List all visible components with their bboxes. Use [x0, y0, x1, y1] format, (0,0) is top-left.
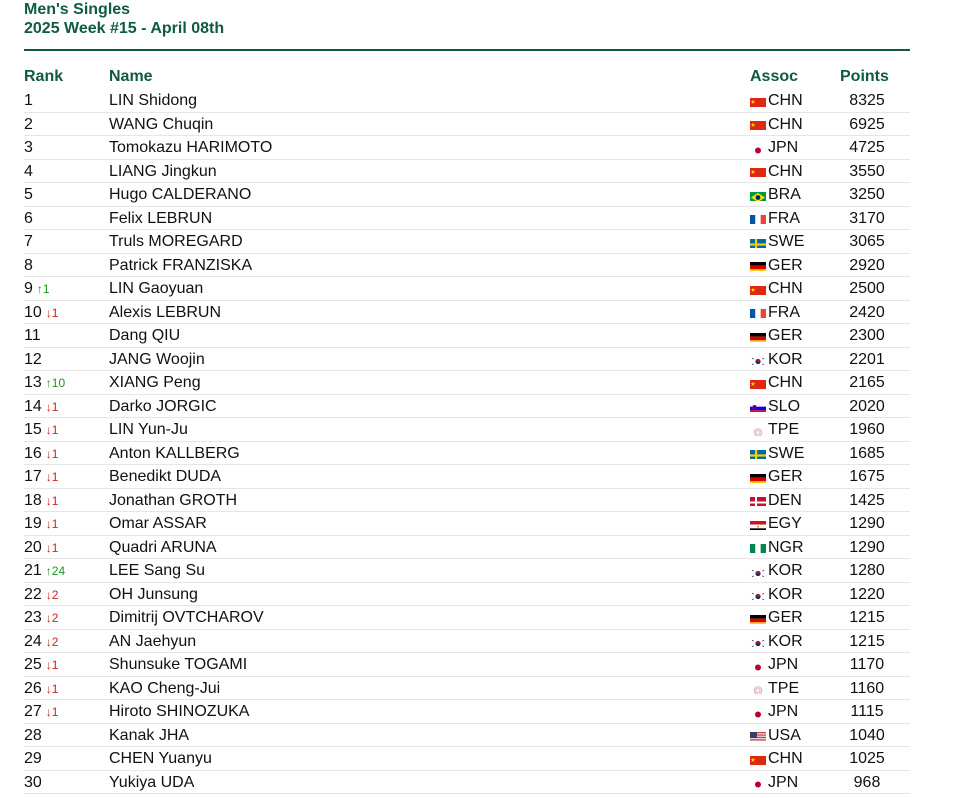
assoc-code: KOR	[768, 350, 803, 368]
rank-cell	[24, 750, 46, 768]
flag-kor-icon	[750, 566, 766, 577]
assoc-cell	[750, 445, 804, 463]
table-row	[24, 747, 910, 771]
rank-value: 14	[24, 397, 42, 415]
assoc-code: FRA	[768, 209, 800, 227]
assoc-code: BRA	[768, 186, 801, 203]
flag-slo-icon	[750, 401, 766, 412]
assoc-cell	[750, 656, 798, 674]
assoc-cell	[750, 280, 803, 298]
player-name[interactable]: Felix LEBRUN	[109, 209, 213, 227]
points-value: 1040	[849, 726, 885, 744]
rank-cell	[24, 116, 37, 134]
rank-cell	[24, 586, 58, 604]
page-subtitle: 2025 Week #15 - April 08th	[24, 20, 225, 37]
player-name[interactable]: Truls MOREGARD	[109, 233, 243, 250]
rank-cell	[24, 445, 58, 463]
assoc-cell	[750, 163, 803, 181]
rank-change: ↓1	[45, 423, 59, 437]
points-value: 1115	[850, 703, 884, 720]
flag-ngr-icon	[750, 542, 766, 553]
points-value: 8325	[849, 92, 885, 109]
assoc-cell	[750, 515, 802, 533]
rank-cell	[24, 186, 37, 204]
flag-kor-icon	[750, 354, 766, 365]
assoc-cell	[750, 233, 804, 251]
flag-ger-icon	[750, 260, 766, 271]
assoc-code: JPN	[768, 139, 799, 156]
player-name[interactable]: Hugo CALDERANO	[109, 186, 252, 203]
table-row	[24, 160, 910, 184]
flag-kor-icon	[750, 589, 766, 600]
column-header-name: Name	[109, 68, 153, 85]
rank-value: 5	[24, 186, 33, 203]
assoc-cell	[750, 774, 798, 792]
table-row	[24, 277, 910, 301]
assoc-cell	[750, 539, 804, 557]
rank-cell	[24, 398, 58, 416]
player-name[interactable]: LIN Shidong	[109, 92, 198, 109]
points-value: 1280	[849, 562, 885, 579]
points-value: 1215	[849, 632, 885, 650]
flag-chn-icon	[750, 284, 766, 295]
player-name[interactable]: LEE Sang Su	[109, 562, 206, 579]
player-name[interactable]: Jonathan GROTH	[109, 491, 238, 509]
assoc-code: JPN	[768, 773, 799, 791]
rank-cell	[24, 163, 37, 181]
rank-cell	[24, 727, 46, 745]
assoc-cell	[750, 139, 798, 157]
rank-value: 27	[24, 703, 42, 720]
assoc-code: SWE	[768, 444, 805, 462]
assoc-code: USA	[768, 726, 801, 744]
rank-value: 21	[24, 562, 42, 579]
rank-value: 29	[24, 750, 42, 767]
flag-chn-icon	[750, 378, 766, 389]
rank-value: 24	[24, 632, 42, 650]
player-name[interactable]: Shunsuke TOGAMI	[109, 656, 248, 673]
player-name[interactable]: Tomokazu HARIMOTO	[109, 139, 273, 156]
assoc-cell	[750, 304, 800, 322]
player-name[interactable]: Dang QIU	[109, 327, 181, 344]
table-row	[24, 536, 910, 560]
points-value: 2920	[849, 256, 885, 274]
points-value: 2500	[849, 280, 885, 297]
rank-value: 20	[24, 538, 42, 556]
flag-fra-icon	[750, 307, 766, 318]
rank-cell	[24, 421, 58, 439]
flag-chn-icon	[750, 166, 766, 177]
rank-change: ↓1	[45, 658, 59, 672]
rank-change: ↓1	[45, 305, 59, 320]
rank-change: ↓1	[45, 399, 59, 414]
points-value: 2020	[849, 397, 885, 415]
points-value: 1960	[849, 421, 885, 438]
player-name[interactable]: Hiroto SHINOZUKA	[109, 703, 250, 720]
table-row	[24, 771, 910, 795]
points-value: 3065	[849, 233, 885, 250]
assoc-cell	[750, 421, 799, 439]
rank-value: 13	[24, 374, 42, 391]
flag-ger-icon	[750, 472, 766, 483]
assoc-code: GER	[768, 256, 803, 274]
assoc-cell	[750, 609, 803, 627]
rank-value: 23	[24, 609, 42, 626]
rank-cell	[24, 656, 58, 674]
flag-chn-icon	[750, 119, 766, 130]
points-value: 1675	[849, 468, 885, 485]
assoc-cell	[750, 727, 801, 745]
table-row	[24, 324, 910, 348]
assoc-code: EGY	[768, 515, 802, 532]
assoc-code: GER	[768, 609, 803, 626]
rank-cell	[24, 774, 46, 792]
rank-value: 22	[24, 585, 42, 603]
column-header-points: Points	[840, 68, 889, 85]
table-row	[24, 207, 910, 231]
flag-bra-icon	[750, 190, 766, 201]
rank-value: 2	[24, 115, 33, 133]
rank-value: 1	[24, 92, 33, 109]
points-value: 1220	[849, 585, 885, 603]
points-value: 4725	[849, 139, 885, 156]
rank-change: ↑10	[45, 376, 66, 390]
player-name[interactable]: JANG Woojin	[109, 350, 205, 368]
rank-change: ↓1	[45, 540, 59, 555]
assoc-cell	[750, 351, 803, 369]
rank-cell	[24, 609, 58, 627]
assoc-cell	[750, 186, 801, 204]
table-row	[24, 630, 910, 654]
flag-jpn-icon	[750, 777, 766, 788]
player-name[interactable]: Darko JORGIC	[109, 397, 217, 415]
column-header-assoc: Assoc	[750, 68, 799, 85]
assoc-code: CHN	[768, 92, 803, 109]
rank-cell	[24, 351, 46, 369]
flag-tpe-icon	[750, 425, 766, 436]
rank-change: ↓1	[45, 493, 59, 508]
points-value: 1425	[849, 491, 885, 509]
rank-cell	[24, 680, 58, 698]
flag-jpn-icon	[750, 660, 766, 671]
table-row	[24, 254, 910, 278]
flag-kor-icon	[750, 636, 766, 647]
assoc-code: TPE	[768, 679, 800, 697]
assoc-cell	[750, 116, 803, 134]
rank-cell	[24, 210, 37, 228]
table-row	[24, 395, 910, 419]
assoc-cell	[750, 492, 802, 510]
points-value: 2300	[849, 327, 885, 344]
rank-cell	[24, 468, 58, 486]
rank-value: 8	[24, 256, 33, 274]
assoc-code: SWE	[768, 233, 805, 250]
player-name[interactable]: Omar ASSAR	[109, 515, 207, 532]
assoc-code: TPE	[768, 421, 800, 438]
rank-change: ↓2	[45, 611, 59, 625]
rank-value: 26	[24, 679, 42, 697]
table-row	[24, 183, 910, 207]
rank-value: 17	[24, 468, 42, 485]
rank-change: ↓1	[45, 446, 59, 461]
flag-jpn-icon	[750, 707, 766, 718]
flag-chn-icon	[750, 96, 766, 107]
table-row	[24, 700, 910, 724]
points-value: 3550	[849, 162, 885, 180]
rank-value: 3	[24, 139, 33, 156]
assoc-cell	[750, 468, 803, 486]
table-row	[24, 89, 910, 113]
table-row	[24, 724, 910, 748]
rank-cell	[24, 280, 50, 298]
player-name[interactable]: AN Jaehyun	[109, 632, 197, 650]
assoc-code: KOR	[768, 585, 803, 603]
points-value: 968	[853, 773, 881, 791]
assoc-code: NGR	[768, 538, 804, 556]
flag-jpn-icon	[750, 143, 766, 154]
player-name[interactable]: Alexis LEBRUN	[109, 303, 222, 321]
assoc-cell	[750, 327, 803, 345]
flag-ger-icon	[750, 613, 766, 624]
assoc-code: FRA	[768, 303, 800, 321]
points-value: 6925	[849, 115, 885, 133]
assoc-code: KOR	[768, 632, 803, 650]
rank-change: ↑24	[45, 564, 66, 578]
assoc-cell	[750, 210, 800, 228]
flag-egy-icon	[750, 519, 766, 530]
assoc-cell	[750, 257, 803, 275]
player-name[interactable]: WANG Chuqin	[109, 115, 214, 133]
player-name[interactable]: KAO Cheng-Jui	[109, 679, 221, 697]
player-name[interactable]: Anton KALLBERG	[109, 444, 240, 462]
rank-value: 28	[24, 726, 42, 744]
assoc-code: CHN	[768, 750, 803, 767]
player-name[interactable]: LIN Gaoyuan	[109, 280, 204, 297]
assoc-cell	[750, 703, 798, 721]
points-value: 1170	[849, 656, 885, 673]
header-divider	[24, 49, 910, 51]
page-title: Men's Singles	[24, 1, 131, 18]
points-value: 1290	[849, 538, 885, 556]
rank-value: 25	[24, 656, 42, 673]
table-row	[24, 512, 910, 536]
flag-swe-icon	[750, 448, 766, 459]
points-value: 1290	[849, 515, 885, 532]
player-name[interactable]: Yukiya UDA	[109, 773, 195, 791]
assoc-cell	[750, 680, 799, 698]
assoc-code: GER	[768, 468, 803, 485]
flag-chn-icon	[750, 754, 766, 765]
table-row	[24, 136, 910, 160]
assoc-code: KOR	[768, 562, 803, 579]
rank-change: ↓1	[45, 681, 59, 696]
table-row	[24, 559, 910, 583]
rank-value: 15	[24, 421, 42, 438]
player-name[interactable]: Kanak JHA	[109, 726, 190, 744]
table-row	[24, 489, 910, 513]
rank-change: ↓2	[45, 634, 59, 649]
rank-value: 9	[24, 280, 33, 297]
rank-change: ↓1	[45, 470, 59, 484]
column-header-rank: Rank	[24, 68, 64, 85]
points-value: 1160	[849, 679, 885, 697]
rank-cell	[24, 92, 37, 110]
assoc-code: CHN	[768, 374, 803, 391]
assoc-code: GER	[768, 327, 803, 344]
table-row	[24, 677, 910, 701]
player-name[interactable]: CHEN Yuanyu	[109, 750, 212, 767]
player-name[interactable]: Benedikt DUDA	[109, 468, 222, 485]
player-name[interactable]: XIANG Peng	[109, 374, 201, 391]
rank-value: 19	[24, 515, 42, 532]
flag-swe-icon	[750, 237, 766, 248]
player-name[interactable]: Patrick FRANZISKA	[109, 256, 253, 274]
rank-change: ↓2	[45, 587, 59, 602]
flag-fra-icon	[750, 213, 766, 224]
flag-den-icon	[750, 495, 766, 506]
assoc-code: CHN	[768, 115, 803, 133]
rank-cell	[24, 539, 58, 557]
rank-cell	[24, 703, 58, 721]
assoc-cell	[750, 750, 803, 768]
rank-change: ↓1	[45, 517, 59, 531]
rank-cell	[24, 562, 65, 580]
rank-cell	[24, 139, 37, 157]
table-row	[24, 301, 910, 325]
table-row	[24, 442, 910, 466]
table-body	[24, 89, 910, 794]
rank-change: ↓1	[45, 705, 59, 719]
rank-value: 18	[24, 491, 42, 509]
rank-value: 7	[24, 233, 33, 250]
points-value: 1215	[849, 609, 885, 626]
rank-value: 11	[24, 327, 41, 344]
flag-ger-icon	[750, 331, 766, 342]
table-row	[24, 653, 910, 677]
assoc-code: JPN	[768, 703, 799, 720]
player-name[interactable]: LIANG Jingkun	[109, 162, 217, 180]
table-row	[24, 583, 910, 607]
table-header	[24, 64, 910, 89]
player-name[interactable]: Quadri ARUNA	[109, 538, 217, 556]
rank-value: 4	[24, 162, 33, 180]
assoc-cell	[750, 586, 803, 604]
points-value: 3250	[849, 186, 885, 203]
rank-cell	[24, 374, 65, 392]
rank-value: 30	[24, 773, 42, 791]
flag-usa-icon	[750, 730, 766, 741]
points-value: 2165	[849, 374, 885, 391]
assoc-code: JPN	[768, 656, 799, 673]
assoc-cell	[750, 562, 803, 580]
assoc-code: CHN	[768, 280, 803, 297]
table-row	[24, 418, 910, 442]
rank-value: 6	[24, 209, 33, 227]
rank-value: 10	[24, 303, 42, 321]
rank-value: 16	[24, 444, 42, 462]
rank-change: ↑1	[36, 282, 50, 296]
rank-cell	[24, 633, 58, 651]
ranking-table	[24, 64, 910, 794]
table-row	[24, 606, 910, 630]
points-value: 1685	[849, 444, 885, 462]
rank-cell	[24, 233, 37, 251]
player-name[interactable]: Dimitrij OVTCHAROV	[109, 609, 264, 626]
assoc-cell	[750, 398, 800, 416]
points-value: 2420	[849, 303, 885, 321]
rank-cell	[24, 515, 58, 533]
player-name[interactable]: LIN Yun-Ju	[109, 421, 188, 438]
rank-cell	[24, 304, 58, 322]
table-row	[24, 113, 910, 137]
table-row	[24, 465, 910, 489]
table-row	[24, 348, 910, 372]
points-value: 2201	[849, 350, 885, 368]
assoc-cell	[750, 92, 803, 110]
rank-cell	[24, 327, 45, 345]
table-row	[24, 371, 910, 395]
rank-value: 12	[24, 350, 42, 368]
rank-cell	[24, 257, 37, 275]
rank-cell	[24, 492, 58, 510]
flag-tpe-icon	[750, 683, 766, 694]
assoc-code: DEN	[768, 491, 802, 509]
player-name[interactable]: OH Junsung	[109, 585, 198, 603]
assoc-code: CHN	[768, 162, 803, 180]
assoc-code: SLO	[768, 397, 801, 415]
points-value: 3170	[849, 209, 885, 227]
assoc-cell	[750, 374, 803, 392]
table-row	[24, 230, 910, 254]
assoc-cell	[750, 633, 803, 651]
page-header	[24, 0, 224, 38]
points-value: 1025	[849, 750, 885, 767]
